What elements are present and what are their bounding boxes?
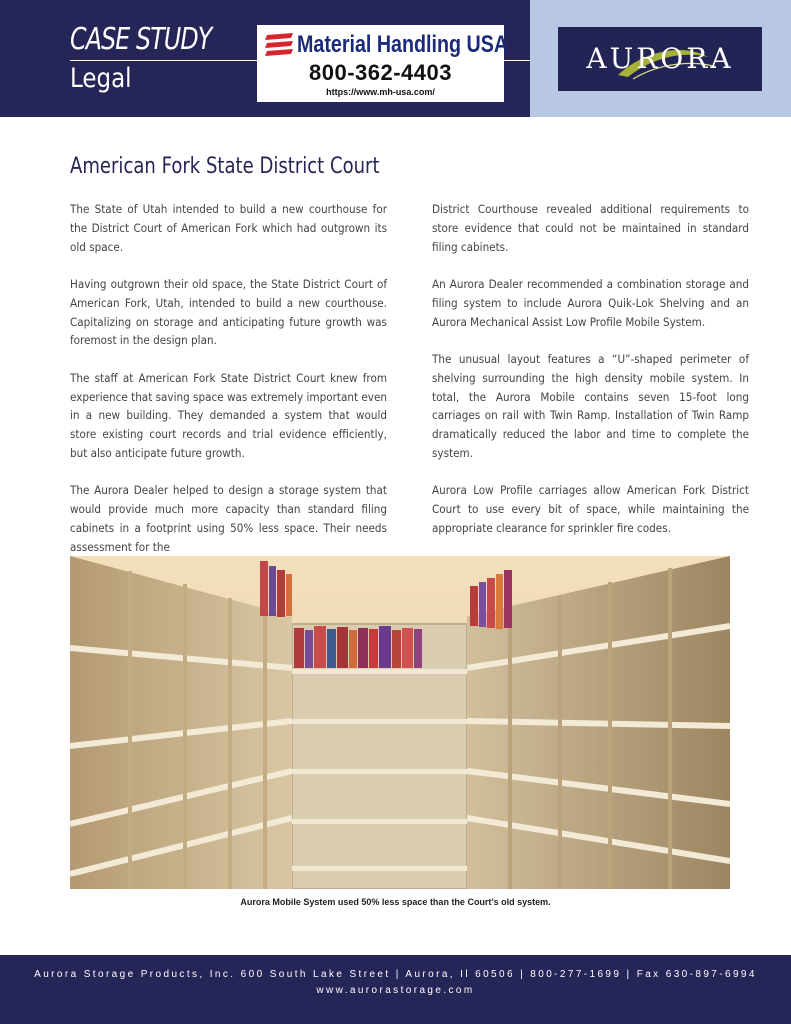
right-column [432,200,749,556]
page-title: American Fork State District Court [70,154,380,179]
aurora-wordmark: AURORA [586,42,734,75]
footer [0,955,791,1024]
dealer-logo[interactable] [257,25,509,102]
dealer-stripes-icon [265,33,295,57]
aurora-logo [558,27,762,91]
case-study-category: Legal [70,63,132,94]
photo-caption: Aurora Mobile System used 50% less space than the Court’s old system. [240,897,551,907]
shelving-illustration [70,556,730,889]
paragraph: Aurora Low Profile carriages allow American Fork District Court to use every bit of space, while maintaining the appropriate clearance for sprinkler fire codes. [432,483,749,535]
dealer-url[interactable]: https://www.mh-usa.com/ [326,87,435,97]
paragraph: The staff at American Fork State District Court knew from experience that saving space was extremely important even in a new building. They demanded a system that would store existing court records and trial evidence efficiently, but also anticipate future growth. [70,370,387,460]
shelving-photo [70,556,730,889]
paragraph: Having outgrown their old space, the State District Court of American Fork, Utah, intended to build a new courthouse. Capitalizing on storage and anticipating future growth was foremost in the design plan. [70,276,387,348]
paragraph: The State of Utah intended to build a new courthouse for the District Court of American Fork which had outgrown its old space. [70,202,387,254]
paragraph: The unusual layout features a “U”-shaped perimeter of shelving surrounding the high density mobile system. In total, the Aurora Mobile contains seven 15-foot long carriages on rail with Twin Ramp. Installation of Twin Ramp dramatically reduced the labor and time to complete the system. [432,351,749,460]
paragraph: The Aurora Dealer helped to design a storage system that would provide much more capacity than standard filing cabinets in a footprint using 50% less space. Their needs assessment for the [70,483,387,554]
footer-website[interactable]: www.aurorastorage.com [316,985,475,996]
paragraph: An Aurora Dealer recommended a combination storage and filing system to include Aurora Quik-Lok Shelving and an Aurora Mechanical Assist Low Profile Mobile System. [432,276,749,329]
dealer-phone: 800-362-4403 [308,60,452,85]
left-column [70,200,387,575]
paragraph: District Courthouse revealed additional requirements to store evidence that could not be maintained in standard filing cabinets. [432,202,749,254]
dealer-name: Material Handling USA [297,31,509,58]
footer-address: Aurora Storage Products, Inc. 600 South Lake Street | Aurora, Il 60506 | 800-277-1699 | Fax 630-897-6994 [34,969,757,980]
case-study-label: CASE STUDY [70,22,212,57]
